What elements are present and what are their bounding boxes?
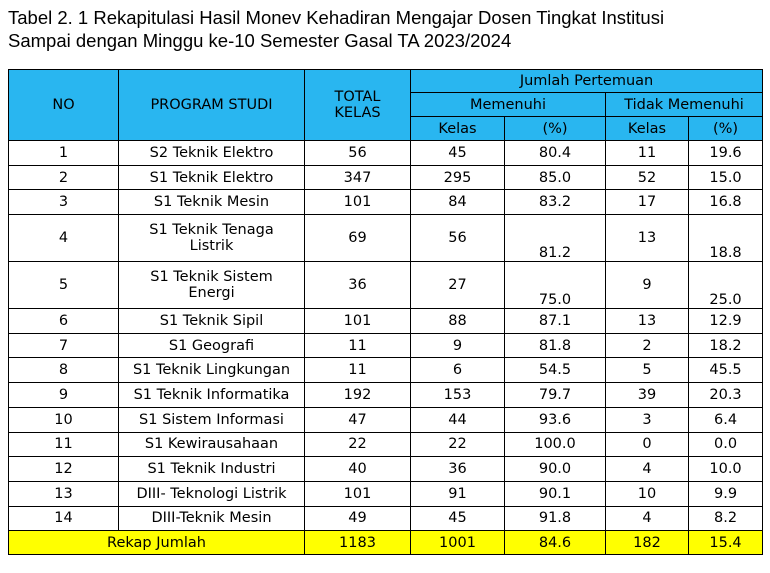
table-body [9,141,763,531]
cell-memenuhi-kelas: 45 [411,141,505,166]
cell-prodi [119,215,305,262]
cell-prodi [119,262,305,309]
attendance-table [8,69,763,555]
cell-no: 1 [9,141,119,166]
cell-memenuhi-persen: 85.0 [505,165,606,190]
cell-prodi: S1 Teknik Mesin [119,190,305,215]
cell-tidak-kelas: 0 [606,432,689,457]
cell-no: 12 [9,457,119,482]
summary-row [9,531,763,555]
cell-tidak-persen: 20.3 [689,383,763,408]
summary-tidak-kelas: 182 [606,531,689,555]
cell-memenuhi-persen: 81.2 [505,215,606,262]
cell-tidak-persen: 19.6 [689,141,763,166]
cell-memenuhi-kelas: 84 [411,190,505,215]
cell-tidak-persen: 0.0 [689,432,763,457]
cell-tidak-persen: 10.0 [689,457,763,482]
table-row [9,309,763,334]
cell-prodi: S1 Teknik Elektro [119,165,305,190]
cell-memenuhi-persen: 80.4 [505,141,606,166]
table-row [9,215,763,262]
cell-tidak-persen: 9.9 [689,481,763,506]
cell-prodi: DIII- Teknologi Listrik [119,481,305,506]
cell-tidak-kelas: 10 [606,481,689,506]
cell-total: 56 [305,141,411,166]
cell-no: 8 [9,358,119,383]
cell-no: 10 [9,407,119,432]
cell-total: 40 [305,457,411,482]
table-row [9,481,763,506]
cell-tidak-kelas: 52 [606,165,689,190]
cell-no: 9 [9,383,119,408]
cell-total: 11 [305,333,411,358]
cell-tidak-persen: 18.8 [689,215,763,262]
cell-total: 69 [305,215,411,262]
cell-no: 6 [9,309,119,334]
header-program-studi: PROGRAM STUDI [119,70,305,141]
header-tidak-memenuhi: Tidak Memenuhi [606,93,763,117]
cell-memenuhi-persen: 91.8 [505,506,606,531]
cell-prodi-line-1: S1 Teknik Tenaga [149,222,274,239]
table-row [9,262,763,309]
cell-tidak-persen: 12.9 [689,309,763,334]
cell-memenuhi-kelas: 36 [411,457,505,482]
cell-memenuhi-kelas: 88 [411,309,505,334]
cell-total: 101 [305,481,411,506]
cell-memenuhi-persen: 90.1 [505,481,606,506]
cell-total: 36 [305,262,411,309]
table-header [9,70,763,141]
cell-memenuhi-kelas: 22 [411,432,505,457]
cell-prodi: S1 Kewirausahaan [119,432,305,457]
cell-tidak-persen: 18.2 [689,333,763,358]
cell-total: 101 [305,309,411,334]
table-row [9,457,763,482]
cell-tidak-kelas: 11 [606,141,689,166]
cell-tidak-kelas: 5 [606,358,689,383]
cell-tidak-kelas: 39 [606,383,689,408]
header-no: NO [9,70,119,141]
cell-prodi-line-2: Listrik [189,238,234,255]
cell-tidak-persen: 25.0 [689,262,763,309]
cell-no: 14 [9,506,119,531]
cell-memenuhi-kelas: 9 [411,333,505,358]
header-total-kelas [305,70,411,141]
table-row [9,333,763,358]
cell-memenuhi-persen: 79.7 [505,383,606,408]
table-row [9,358,763,383]
cell-memenuhi-persen: 90.0 [505,457,606,482]
cell-tidak-kelas: 17 [606,190,689,215]
header-total-line-1: TOTAL [334,89,381,105]
summary-total: 1183 [305,531,411,555]
cell-total: 347 [305,165,411,190]
cell-total: 101 [305,190,411,215]
table-row [9,141,763,166]
table-row [9,407,763,432]
cell-memenuhi-persen: 87.1 [505,309,606,334]
cell-memenuhi-kelas: 91 [411,481,505,506]
cell-no: 13 [9,481,119,506]
cell-total: 49 [305,506,411,531]
cell-tidak-kelas: 3 [606,407,689,432]
cell-memenuhi-kelas: 295 [411,165,505,190]
header-total-line-2: KELAS [334,105,381,121]
cell-prodi: S1 Teknik Informatika [119,383,305,408]
table-row [9,383,763,408]
cell-total: 192 [305,383,411,408]
cell-prodi: S1 Teknik Industri [119,457,305,482]
cell-memenuhi-kelas: 153 [411,383,505,408]
cell-no: 7 [9,333,119,358]
table-row [9,165,763,190]
header-memenuhi-persen: (%) [505,117,606,141]
cell-memenuhi-persen: 81.8 [505,333,606,358]
header-tidak-persen: (%) [689,117,763,141]
cell-prodi: DIII-Teknik Mesin [119,506,305,531]
cell-memenuhi-kelas: 45 [411,506,505,531]
cell-no: 5 [9,262,119,309]
cell-no: 4 [9,215,119,262]
cell-total: 11 [305,358,411,383]
cell-no: 2 [9,165,119,190]
table-row [9,506,763,531]
cell-tidak-kelas: 2 [606,333,689,358]
cell-memenuhi-persen: 93.6 [505,407,606,432]
table-caption [8,6,763,52]
cell-tidak-kelas: 13 [606,309,689,334]
cell-total: 22 [305,432,411,457]
cell-prodi: S2 Teknik Elektro [119,141,305,166]
cell-no: 3 [9,190,119,215]
cell-tidak-persen: 6.4 [689,407,763,432]
caption-line-2: Sampai dengan Minggu ke-10 Semester Gasal TA 2023/2024 [8,30,512,51]
cell-memenuhi-persen: 75.0 [505,262,606,309]
cell-prodi-line-1: S1 Teknik Sistem [150,269,273,286]
cell-memenuhi-persen: 100.0 [505,432,606,457]
cell-tidak-kelas: 4 [606,457,689,482]
summary-tidak-persen: 15.4 [689,531,763,555]
header-tidak-kelas: Kelas [606,117,689,141]
cell-tidak-persen: 15.0 [689,165,763,190]
cell-total: 47 [305,407,411,432]
caption-line-1: Tabel 2. 1 Rekapitulasi Hasil Monev Kehadiran Mengajar Dosen Tingkat Institusi [8,7,665,28]
cell-memenuhi-kelas: 44 [411,407,505,432]
summary-label: Rekap Jumlah [9,531,305,555]
cell-tidak-kelas: 9 [606,262,689,309]
cell-memenuhi-kelas: 56 [411,215,505,262]
cell-tidak-persen: 45.5 [689,358,763,383]
cell-tidak-kelas: 4 [606,506,689,531]
cell-tidak-persen: 16.8 [689,190,763,215]
header-memenuhi-kelas: Kelas [411,117,505,141]
cell-tidak-kelas: 13 [606,215,689,262]
header-memenuhi: Memenuhi [411,93,606,117]
cell-memenuhi-kelas: 6 [411,358,505,383]
table-row [9,190,763,215]
cell-no: 11 [9,432,119,457]
cell-prodi-line-2: Energi [188,285,235,302]
header-jumlah-pertemuan: Jumlah Pertemuan [411,70,763,93]
cell-memenuhi-kelas: 27 [411,262,505,309]
cell-prodi: S1 Geografi [119,333,305,358]
table-row [9,432,763,457]
summary-section [9,531,763,555]
summary-memenuhi-kelas: 1001 [411,531,505,555]
cell-memenuhi-persen: 83.2 [505,190,606,215]
cell-prodi: S1 Teknik Lingkungan [119,358,305,383]
cell-memenuhi-persen: 54.5 [505,358,606,383]
cell-prodi: S1 Sistem Informasi [119,407,305,432]
cell-tidak-persen: 8.2 [689,506,763,531]
cell-prodi: S1 Teknik Sipil [119,309,305,334]
summary-memenuhi-persen: 84.6 [505,531,606,555]
